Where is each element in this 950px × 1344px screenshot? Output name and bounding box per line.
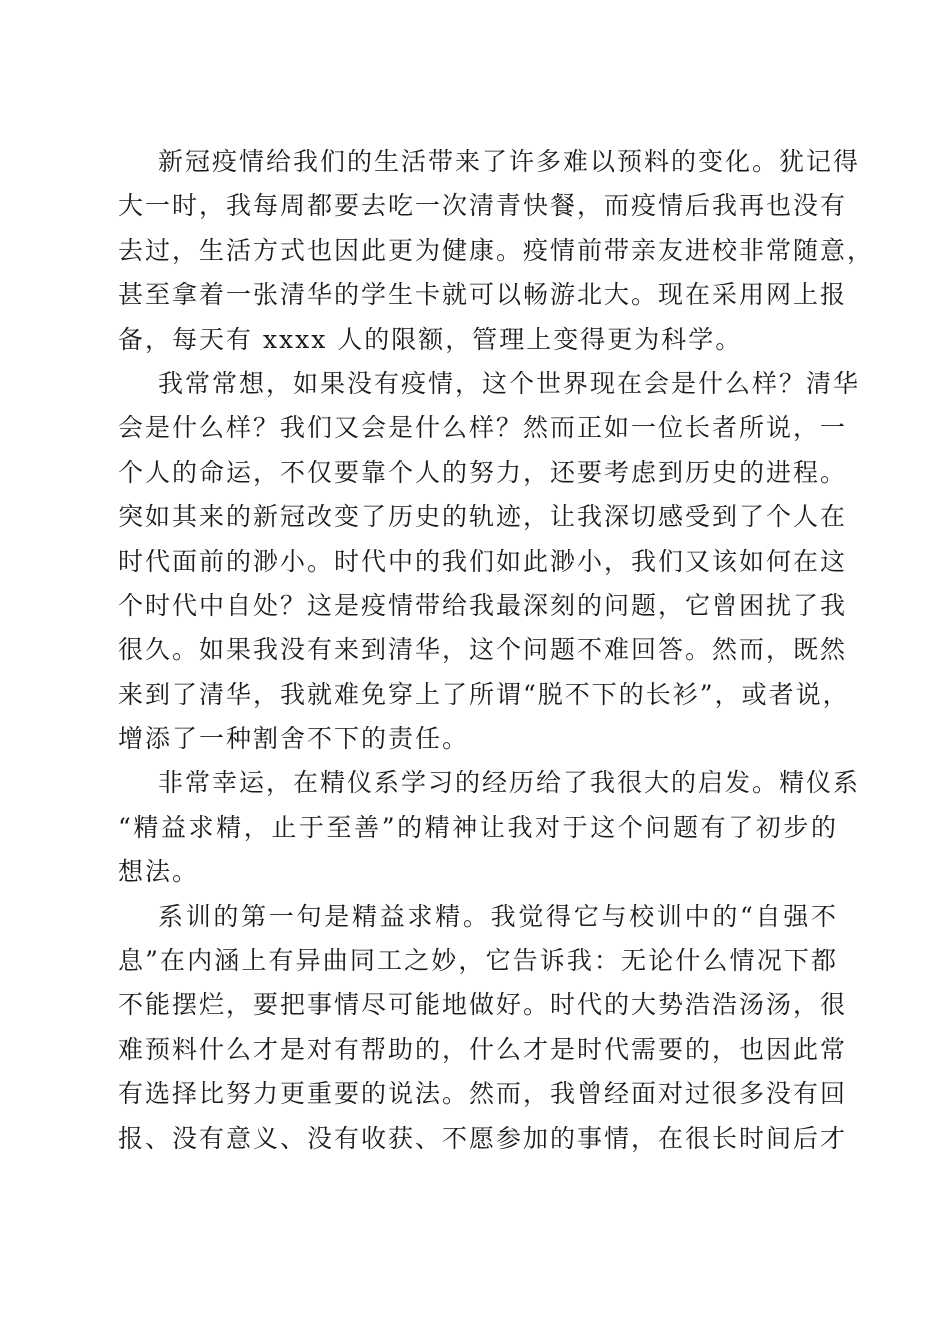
text-line: 会是什么样？我们又会是什么样？然而正如一位长者所说，一 [118, 413, 848, 443]
text-line: 甚至拿着一张清华的学生卡就可以畅游北大。现在采用网上报 [118, 280, 848, 310]
text-line: 来到了清华，我就难免穿上了所谓“脱不下的长衫”，或者说， [118, 679, 850, 709]
text-line: 个时代中自处？这是疫情带给我最深刻的问题，它曾困扰了我 [118, 590, 848, 620]
paragraph-4 [118, 895, 848, 1161]
text-line: 增添了一种割舍不下的责任。 [118, 724, 470, 754]
text-line: 大一时，我每周都要去吃一次清青快餐，而疫情后我再也没有 [118, 191, 848, 221]
text-line: 时代面前的渺小。时代中的我们如此渺小，我们又该如何在这 [118, 546, 848, 576]
text-line: 息”在内涵上有异曲同工之妙，它告诉我：无论什么情况下都 [118, 946, 838, 976]
text-line: 非常幸运，在精仪系学习的经历给了我很大的启发。精仪系 [158, 768, 861, 798]
text-line: 很久。如果我没有来到清华，这个问题不难回答。然而，既然 [118, 635, 848, 665]
text-line: 去过，生活方式也因此更为健康。疫情前带亲友进校非常随意， [118, 235, 875, 265]
text-line: 系训的第一句是精益求精。我觉得它与校训中的“自强不 [158, 901, 838, 931]
paragraph-2 [118, 362, 861, 762]
text-line: 个人的命运，不仅要靠个人的努力，还要考虑到历史的进程。 [118, 457, 848, 487]
text-line: 突如其来的新冠改变了历史的轨迹，让我深切感受到了个人在 [118, 502, 848, 532]
text-line: 想法。 [118, 857, 200, 887]
text-line: 不能摆烂，要把事情尽可能地做好。时代的大势浩浩汤汤，很 [118, 990, 848, 1020]
text-line: “精益求精，止于至善”的精神让我对于这个问题有了初步的 [118, 812, 838, 842]
text-line: 新冠疫情给我们的生活带来了许多难以预料的变化。犹记得 [158, 147, 861, 176]
text-line: 难预料什么才是对有帮助的，什么才是时代需要的，也因此常 [118, 1034, 848, 1064]
paragraph-1 [118, 140, 875, 362]
body-text [118, 140, 875, 1161]
text-line: 有选择比努力更重要的说法。然而，我曾经面对过很多没有回 [118, 1079, 848, 1109]
text-line: 我常常想，如果没有疫情，这个世界现在会是什么样？清华 [158, 368, 861, 398]
text-line: 报、没有意义、没有收获、不愿参加的事情，在很长时间后才 [118, 1123, 848, 1153]
text-line: 备，每天有 xxxx 人的限额，管理上变得更为科学。 [118, 324, 743, 354]
paragraph-3 [118, 761, 861, 894]
